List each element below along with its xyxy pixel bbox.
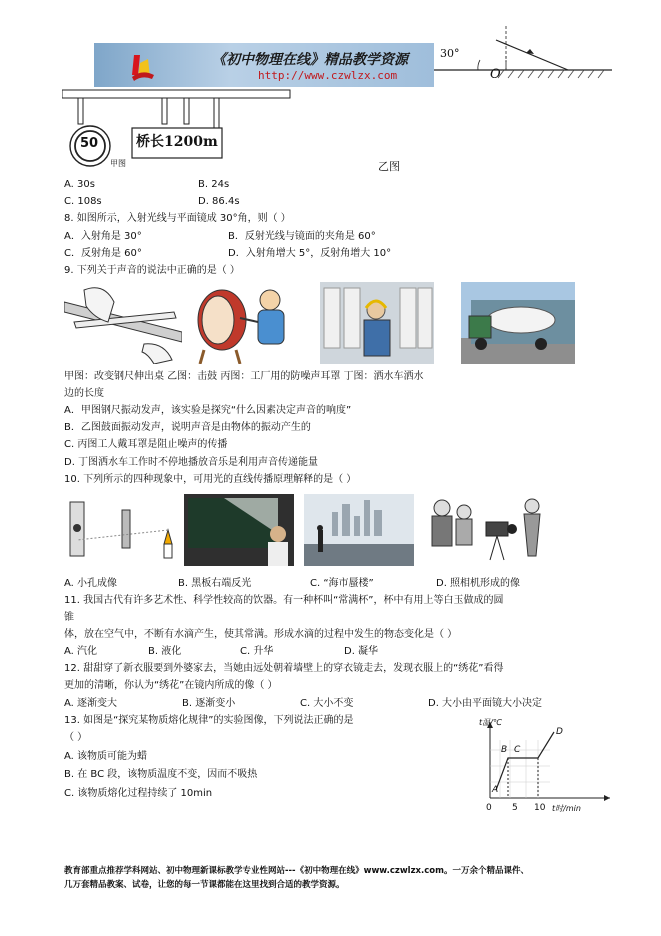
- graph-tick-5: 5: [512, 803, 518, 813]
- graph-y-label: t温/℃: [479, 718, 502, 727]
- q11-option-c: C. 升华: [240, 646, 274, 657]
- q11-stem-line1: 11. 我国古代有许多艺术性、科学性较高的饮器。有一种杯叫“常满杯”，杯中有用上等白玉做成的圆: [64, 595, 504, 606]
- q8-option-c: C．反射角是 60°: [64, 248, 142, 259]
- graph-point-c: C: [514, 745, 521, 755]
- graph-point-d: D: [556, 727, 563, 737]
- q10-pinhole-image: [64, 494, 182, 566]
- q10-stem: 10. 下列所示的四种现象中，可用光的直线传播原理解释的是（ ）: [64, 474, 357, 485]
- q10-mirage-image: [304, 494, 414, 566]
- mirror-figure: [434, 26, 614, 82]
- q9-caption-line2: 边的长度: [64, 388, 104, 399]
- footer-line1: 教育部重点推荐学科网站、初中物理新课标教学专业性网站---《初中物理在线》www.czwlzx.com。一万余个精品课件、: [64, 866, 529, 876]
- q7-option-c: C. 108s: [64, 196, 102, 207]
- q9-option-b: B．乙图鼓面振动发声，说明声音是由物体的振动产生的: [64, 422, 311, 433]
- header-banner: [94, 43, 434, 87]
- q13-option-b: B. 在 BC 段，该物质温度不变，因而不吸热: [64, 769, 258, 780]
- q11-option-d: D. 凝华: [344, 646, 379, 657]
- q10-camera-image: [420, 494, 550, 566]
- q12-option-c: C. 大小不变: [300, 698, 354, 709]
- q11-option-a: A. 汽化: [64, 646, 98, 657]
- q13-option-c: C. 该物质熔化过程持续了 10min: [64, 788, 213, 799]
- q9-sprinkler-image: [461, 282, 575, 364]
- site-logo-icon: [128, 51, 156, 81]
- q12-option-a: A. 逐渐变大: [64, 698, 118, 709]
- speed-sign: 50: [80, 136, 99, 151]
- q10-blackboard-image: [184, 494, 294, 566]
- q9-stem: 9. 下列关于声音的说法中正确的是（ ）: [64, 265, 240, 276]
- q8-stem: 8. 如图所示，入射光线与平面镜成 30°角，则（ ）: [64, 213, 291, 224]
- q12-stem-line1: 12. 甜甜穿了新衣服要到外婆家去，当她由远处朝着墙壁上的穿衣镜走去，发现衣服上的“绣花”看得: [64, 663, 504, 674]
- bridge-figure: [62, 88, 292, 168]
- q10-option-a: A. 小孔成像: [64, 578, 118, 589]
- q7-option-d: D. 86.4s: [198, 196, 240, 207]
- page-footer: [64, 864, 624, 892]
- graph-x-label: t时/min: [552, 804, 581, 813]
- banner-title: 《初中物理在线》精品教学资源: [212, 52, 408, 68]
- graph-point-b: B: [501, 745, 508, 755]
- q13-option-a: A. 该物质可能为蜡: [64, 751, 148, 762]
- footer-line2: 几万套精品教案、试卷，让您的每一节课都能在这里找到合适的教学资源。: [64, 880, 345, 890]
- q12-stem-line2: 更加的清晰，你认为“绣花”在镜内所成的像（ ）: [64, 680, 278, 691]
- q12-option-b: B. 逐渐变小: [182, 698, 236, 709]
- q11-stem-line3: 体，放在空气中，不断有水滴产生，使其常满。形成水滴的过程中发生的物态变化是（ ）: [64, 629, 458, 640]
- point-o-label: O: [490, 67, 501, 82]
- q9-caption-line1: 甲图：改变钢尺伸出桌 乙图：击鼓 丙图：工厂用的防噪声耳罩 丁图：洒水车洒水: [64, 371, 424, 382]
- q11-stem-line2: 锥: [64, 612, 74, 623]
- graph-tick-10: 10: [534, 803, 546, 813]
- q8-option-d: D．入射角增大 5°，反射角增大 10°: [228, 248, 392, 259]
- q9-option-d: D. 丁图洒水车工作时不停地播放音乐是利用声音传递能量: [64, 457, 319, 468]
- q9-option-c: C. 丙图工人戴耳罩是阻止噪声的传播: [64, 439, 228, 450]
- q7-option-a: A. 30s: [64, 179, 95, 190]
- q9-earmuff-image: [320, 282, 434, 364]
- q10-option-c: C. “海市蜃楼”: [310, 578, 374, 589]
- graph-tick-0: 0: [486, 803, 492, 813]
- q7-option-b: B. 24s: [198, 179, 230, 190]
- bridge-length-sign: 桥长1200m: [136, 134, 218, 150]
- caption-jia: 甲图: [110, 159, 126, 168]
- banner-url: http://www.czwlzx.com: [258, 69, 398, 82]
- q9-drum-image: [190, 282, 300, 364]
- q8-option-a: A．入射角是 30°: [64, 231, 142, 242]
- q11-option-b: B. 液化: [148, 646, 182, 657]
- q9-option-a: A．甲图钢尺振动发声，该实验是探究“什么因素决定声音的响度”: [64, 405, 352, 416]
- q10-option-d: D. 照相机形成的像: [436, 578, 521, 589]
- q13-stem-line2: （ ）: [64, 732, 88, 743]
- caption-yi: 乙图: [378, 160, 400, 173]
- q12-option-d: D. 大小由平面镜大小决定: [428, 698, 543, 709]
- q8-option-b: B．反射光线与镜面的夹角是 60°: [228, 231, 376, 242]
- melting-graph: [470, 716, 620, 816]
- q9-ruler-image: [64, 282, 182, 364]
- angle-label: 30°: [440, 47, 460, 60]
- q13-stem-line1: 13. 如图是“探究某物质熔化规律”的实验图像，下列说法正确的是: [64, 715, 354, 726]
- q10-option-b: B. 黑板右端反光: [178, 578, 252, 589]
- graph-point-a: A: [492, 785, 499, 795]
